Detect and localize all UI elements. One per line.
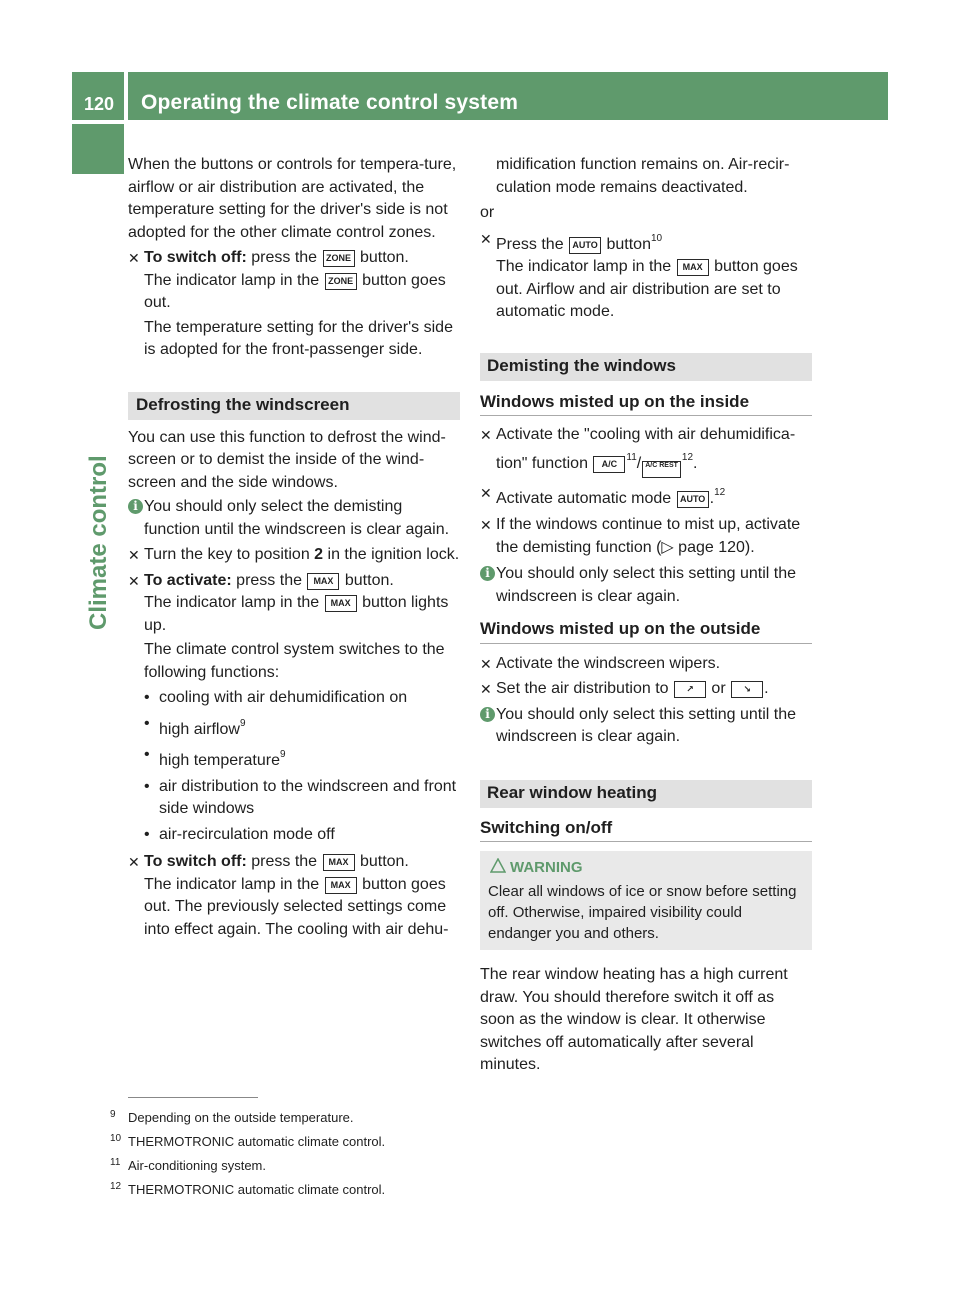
step-activate: ✕ To activate: press the MAX button. The indicator lamp in the MAX button lights up. The climate control system switches to the following functions: (128, 571, 449, 681)
warning-triangle-icon (490, 858, 506, 873)
ac-rest-button-icon: A/C REST (642, 461, 681, 478)
section-band-rear-heating: Rear window heating (480, 780, 812, 808)
step-arrow-icon: ✕ (128, 250, 140, 266)
zone-button-icon: ZONE (323, 250, 355, 267)
step-switch-off-zone: ✕ To switch off: press the ZONE button. The indicator lamp in the ZONE button goes out. The temperature setting for the driver's side is adopted for the front-passenger side. (128, 249, 453, 358)
footnote: 12 THERMOTRONIC automatic climate control. (110, 1181, 386, 1197)
list-item: • air-recirculation mode off (144, 825, 335, 843)
defrost-max-button-icon: MAX (307, 573, 339, 590)
step-activate-auto: ✕ Activate automatic mode AUTO .$^{12}$ (480, 482, 812, 511)
step-press-auto: ✕ Press the AUTO button$^{10}$ The indicator lamp in the MAX button goes out. Airflow and air distribution are set to automatic mode. (480, 228, 812, 324)
footnote: 10 THERMOTRONIC automatic climate control. (110, 1133, 386, 1149)
subheading-inside: Windows misted up on the inside (480, 391, 812, 417)
step-demisting: ✕ If the windows continue to mist up, activate the demisting function (▷ page 120). (480, 516, 801, 556)
defrost-max-button-icon: MAX (677, 259, 709, 276)
defrost-paragraph: You can use this function to defrost the wind-screen or to demist the inside of the wind-screen and the side windows. (128, 428, 446, 491)
footnotes (110, 1104, 385, 1200)
auto-button-icon: AUTO (569, 237, 601, 254)
section-band-defrosting: Defrosting the windscreen (128, 392, 460, 420)
footnote: 9 Depending on the outside temperature. (110, 1109, 354, 1125)
subheading-switching: Switching on/off (480, 817, 812, 843)
step-arrow-icon: ✕ (128, 547, 140, 563)
step-wipers: ✕ Activate the windscreen wipers. (480, 653, 812, 676)
side-tab (72, 124, 124, 174)
rear-heating-paragraph: The rear window heating has a high current draw. You should therefore switch it off as soon as the window is clear. It otherwise switches off automatically after several minutes. (480, 966, 788, 1073)
left-column (128, 154, 460, 941)
list-item: • cooling with air dehumidification on (144, 689, 408, 706)
defrost-max-button-icon: MAX (325, 595, 357, 612)
info-note: i You should only select the demisting function until the windscreen is clear again. (128, 496, 460, 541)
step-switch-off-max: ✕ To switch off: press the MAX button. The indicator lamp in the MAX button goes out. The previously selected settings come into effect again. The cooling with air dehu- (128, 853, 449, 938)
intro-paragraph: When the buttons or controls for tempera-ture, airflow or air distribution are activated, the temperature setting for the driver's side is not adopted for the other climate control zones. (128, 156, 457, 241)
windscreen-distribution-icon: ↘ (731, 681, 763, 698)
list-item: • air distribution to the windscreen and front side windows (144, 777, 457, 817)
info-icon: i (480, 707, 495, 722)
defrost-max-button-icon: MAX (325, 877, 357, 894)
footnote-rule (128, 1097, 258, 1098)
continued-paragraph: midification function remains on. Air-recir-culation mode remains deactivated. (496, 156, 790, 196)
step-arrow-icon: ✕ (480, 427, 492, 443)
list-item: • high airflow$^9$ (144, 714, 246, 738)
windscreen-footwell-distribution-icon: ↗ (674, 681, 706, 698)
or-text: or (480, 204, 495, 221)
step-air-distribution: ✕ Set the air distribution to ↗ or ↘ . (480, 678, 812, 701)
warning-box: WARNING Clear all windows of ice or snow before setting off. Otherwise, impaired visibility could endanger you and others. (480, 851, 812, 950)
right-column (480, 154, 812, 1077)
side-section-title: Climate control (85, 455, 112, 630)
step-arrow-icon: ✕ (128, 854, 140, 870)
step-arrow-icon: ✕ (480, 484, 492, 501)
section-band-demisting: Demisting the windows (480, 353, 812, 381)
defrost-max-button-icon: MAX (323, 854, 355, 871)
info-icon: i (128, 499, 143, 514)
info-icon: i (480, 566, 495, 581)
step-turn-key: ✕ Turn the key to position 2 in the ignition lock. (128, 544, 460, 567)
page-number: 120 (84, 94, 115, 114)
step-arrow-icon: ✕ (128, 572, 140, 589)
step-arrow-icon: ✕ (480, 517, 492, 533)
page-title: Operating the climate control system (141, 91, 519, 114)
step-arrow-icon: ✕ (480, 655, 492, 672)
step-activate-cooling: ✕ Activate the "cooling with air dehumidifica-tion" function $A/C^{11}/$ A/C REST$^{12}$. (480, 424, 812, 478)
ac-button-icon: A/C (593, 456, 625, 473)
warning-title: WARNING (488, 857, 806, 878)
auto-button-icon: AUTO (677, 491, 709, 508)
list-item: • high temperature$^9$ (144, 746, 286, 769)
function-list (128, 687, 460, 846)
info-note: i You should only select this setting until the windscreen is clear again. (480, 704, 812, 749)
footnote: 11 Air-conditioning system. (110, 1157, 266, 1173)
info-note: i You should only select this setting until the windscreen is clear again. (480, 563, 812, 608)
step-arrow-icon: ✕ (480, 681, 492, 697)
zone-button-icon: ZONE (325, 273, 357, 290)
step-arrow-icon: ✕ (480, 230, 492, 247)
subheading-outside: Windows misted up on the outside (480, 618, 812, 644)
